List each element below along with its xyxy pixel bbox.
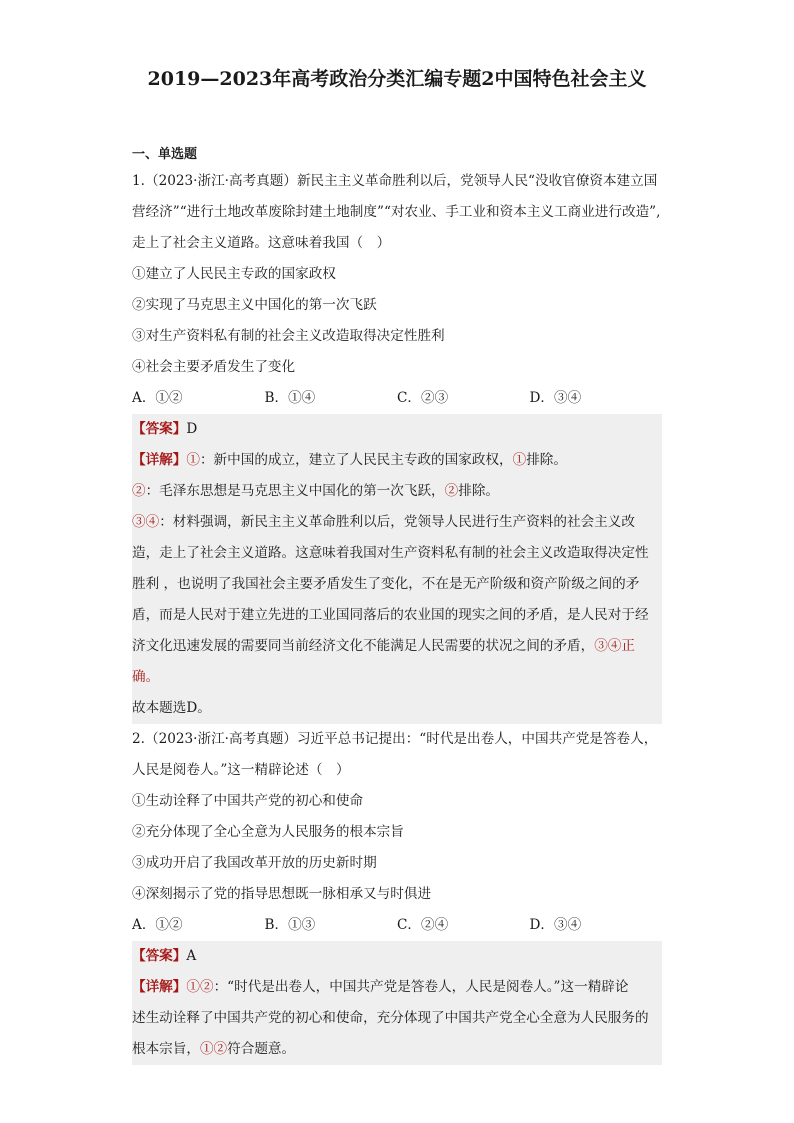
answer-value: D [186,421,198,437]
document-title: 2019—2023年高考政治分类汇编专题2中国特色社会主义 [147,68,647,90]
detail-line: 【详解】①②：“时代是出卷人，中国共产党是答卷人，人民是阅卷人。”这一精辟论 [132,979,629,995]
option-b: B．①③ [264,917,316,933]
question-stem-line: 2.（2023·浙江·高考真题）习近平总书记提出：“时代是出卷人，中国共产党是答卷人， [132,731,658,747]
statement-item: ③对生产资料私有制的社会主义改造取得决定性胜利 [132,328,445,344]
answer-tag: 【答案】 [132,421,187,437]
answer-box-2 [132,941,662,1065]
detail-line: 济文化迅速发展的需要同当前经济文化不能满足人民需要的状况之间的矛盾，③④正 [132,638,635,654]
detail-line: 确。 [132,669,160,685]
detail-tag: 【详解】 [132,979,187,995]
statement-item: ②实现了马克思主义中国化的第一次飞跃 [132,297,377,313]
statement-item: ③成功开启了我国改革开放的历史新时期 [132,855,377,871]
detail-line: ③④：材料强调，新民主主义革命胜利以后，党领导人民进行生产资料的社会主义改 [132,514,635,530]
detail-line: 根本宗旨，①②符合题意。 [132,1041,296,1057]
section-heading: 一、单选题 [132,147,198,162]
detail-line: ②：毛泽东思想是马克思主义中国化的第一次飞跃，②排除。 [132,483,500,499]
question-stem-line: 营经济”“进行土地改革废除封建土地制度”“对农业、手工业和资本主义工商业进行改造”, [132,204,661,220]
option-d: D．③④ [529,917,582,933]
statement-item: ④深刻揭示了党的指导思想既一脉相承又与时俱进 [132,886,432,902]
question-2 [132,724,662,941]
conclusion-line: 故本题选D。 [132,700,211,716]
detail-line: 胜利 ，也说明了我国社会主要矛盾发生了变化，不在是无产阶级和资产阶级之间的矛 [132,576,640,592]
detail-line: 造，走上了社会主义道路。这意味着我国对生产资料私有制的社会主义改造取得决定性 [132,545,649,561]
option-c: C．②④ [397,917,449,933]
question-stem-line: 1.（2023·浙江·高考真题）新民主主义革命胜利以后，党领导人民“没收官僚资本建立国 [132,173,658,189]
option-b: B．①④ [264,390,316,406]
statement-item: ④社会主要矛盾发生了变化 [132,359,296,375]
statement-item: ①生动诠释了中国共产党的初心和使命 [132,793,364,809]
question-1 [132,166,662,414]
answer-options [132,910,662,941]
answer-box-1 [132,414,662,724]
detail-line: 述生动诠释了中国共产党的初心和使命，充分体现了中国共产党全心全意为人民服务的 [132,1010,649,1026]
detail-tag: 【详解】 [132,452,187,468]
option-c: C．②③ [397,390,449,406]
option-d: D．③④ [529,390,582,406]
answer-line [132,414,662,445]
question-stem-line: 走上了社会主义道路。这意味着我国（ ） [132,235,391,251]
question-stem-line: 人民是阅卷人。”这一精辟论述（ ） [132,762,350,778]
answer-tag: 【答案】 [132,948,187,964]
answer-line [132,941,662,972]
detail-line: 【详解】①：新中国的成立，建立了人民民主专政的国家政权，①排除。 [132,452,567,468]
answer-options [132,383,662,414]
document-body [132,144,662,1065]
option-a: A．①② [132,390,183,406]
detail-line: 盾，而是人民对于建立先进的工业国同落后的农业国的现实之间的矛盾，是人民对于经 [132,607,649,623]
statement-item: ②充分体现了全心全意为人民服务的根本宗旨 [132,824,404,840]
answer-value: A [186,948,197,964]
option-a: A．①② [132,917,183,933]
statement-item: ①建立了人民民主专政的国家政权 [132,266,336,282]
